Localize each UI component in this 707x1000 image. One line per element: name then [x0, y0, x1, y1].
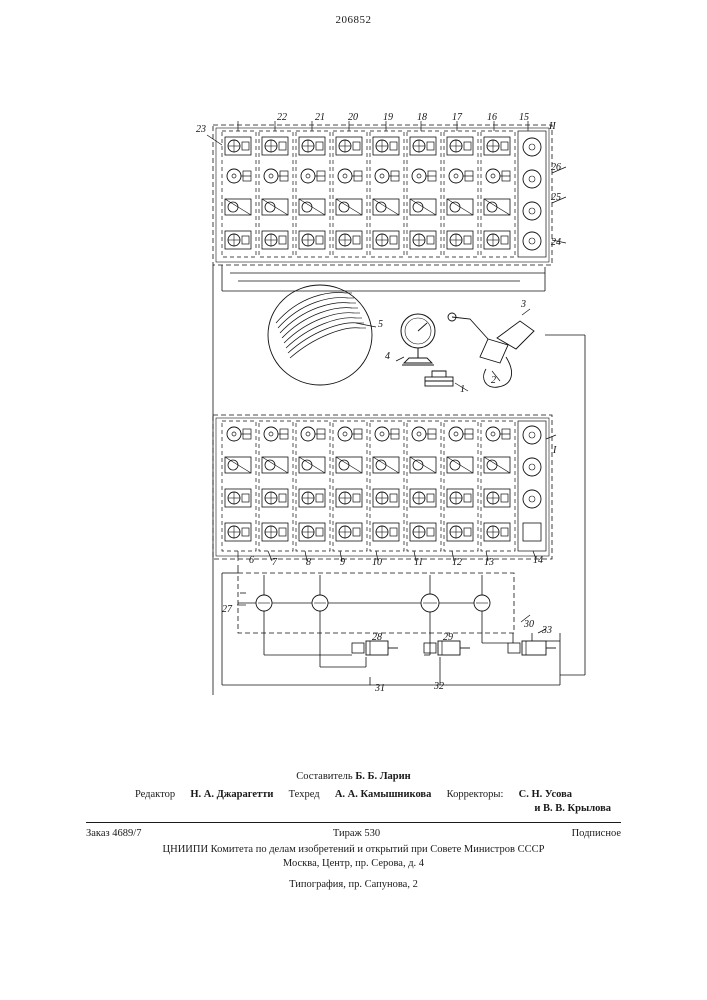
svg-text:25: 25	[551, 192, 561, 203]
editors-line	[0, 788, 707, 802]
svg-text:16: 16	[487, 112, 497, 123]
subscription-note: Подписное	[571, 827, 621, 839]
address-line: Москва, Центр, пр. Серова, д. 4	[282, 857, 425, 869]
corrector-second-line	[0, 802, 707, 816]
svg-text:32: 32	[434, 681, 444, 692]
svg-text:33: 33	[542, 625, 552, 636]
svg-text:30: 30	[524, 619, 534, 630]
technical-drawing	[0, 95, 707, 715]
schematic-diagram	[0, 95, 707, 715]
svg-text:I: I	[553, 445, 557, 456]
svg-text:2: 2	[491, 375, 496, 386]
svg-text:II: II	[549, 121, 556, 132]
colophon	[0, 770, 707, 892]
compiler-line	[0, 770, 707, 784]
svg-text:5: 5	[378, 319, 383, 330]
svg-text:13: 13	[484, 557, 494, 568]
compiler-name: Б. Б. Ларин	[355, 771, 411, 782]
divider	[86, 822, 621, 823]
svg-text:3: 3	[521, 299, 526, 310]
svg-text:22: 22	[277, 112, 287, 123]
corrector-name-1: С. Н. Усова	[518, 789, 573, 801]
corrector-name-2: и В. В. Крылова	[534, 803, 611, 815]
svg-text:8: 8	[306, 557, 311, 568]
svg-text:23: 23	[196, 124, 206, 135]
svg-text:20: 20	[348, 112, 358, 123]
svg-text:4: 4	[385, 351, 390, 362]
compiler-label: Составитель	[296, 771, 353, 782]
print-run: Тираж 530	[332, 827, 381, 839]
editor-label: Редактор	[134, 789, 176, 801]
svg-text:7: 7	[272, 557, 277, 568]
page-title: 206852	[335, 14, 372, 26]
svg-text:28: 28	[372, 632, 382, 643]
order-line	[0, 827, 707, 841]
svg-text:29: 29	[443, 632, 453, 643]
svg-text:6: 6	[249, 555, 254, 566]
order-number: Заказ 4689/7	[86, 827, 142, 839]
svg-text:27: 27	[222, 604, 232, 615]
svg-text:18: 18	[417, 112, 427, 123]
svg-text:14: 14	[533, 555, 543, 566]
correctors-label: Корректоры:	[446, 789, 504, 801]
svg-text:10: 10	[372, 557, 382, 568]
svg-text:19: 19	[383, 112, 393, 123]
svg-text:26: 26	[551, 162, 561, 173]
institute-line: ЦНИИПИ Комитета по делам изобретений и открытий при Совете Министров СССР	[162, 843, 545, 855]
svg-text:24: 24	[551, 237, 561, 248]
svg-text:11: 11	[414, 557, 424, 568]
svg-text:31: 31	[375, 683, 385, 694]
svg-text:9: 9	[340, 557, 345, 568]
svg-text:15: 15	[519, 112, 529, 123]
svg-text:21: 21	[315, 112, 325, 123]
editor-name: Н. А. Джарагетти	[190, 789, 274, 801]
techred-label: Техред	[288, 789, 320, 801]
svg-text:1: 1	[460, 384, 465, 395]
svg-text:17: 17	[452, 112, 462, 123]
typography-line: Типография, пр. Сапунова, 2	[289, 879, 418, 891]
svg-text:12: 12	[452, 557, 462, 568]
techred-name: А. А. Камышникова	[334, 789, 432, 801]
